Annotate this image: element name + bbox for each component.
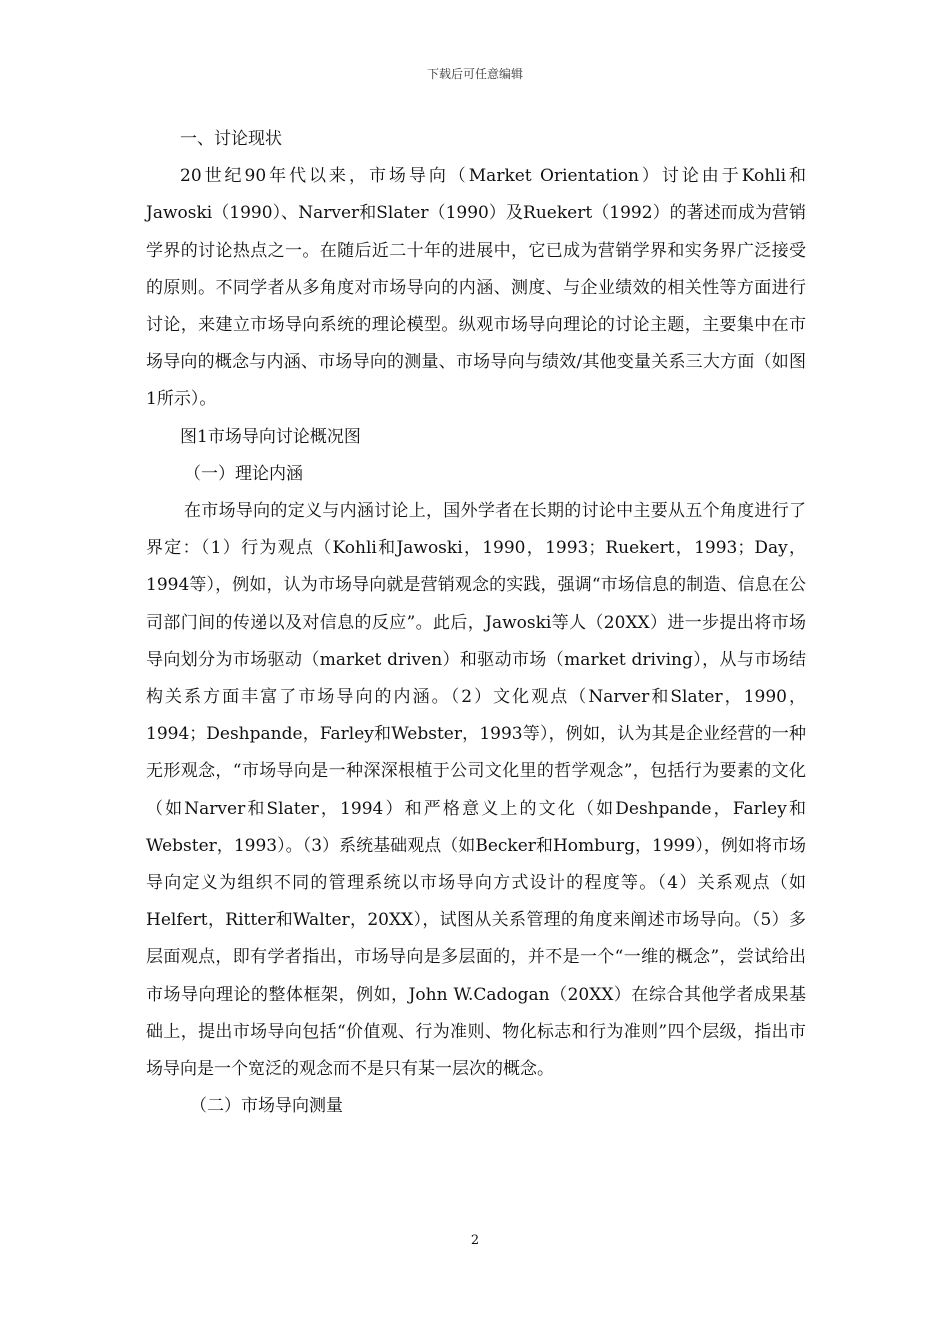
subheading-measurement: （二）市场导向测量	[190, 1096, 343, 1117]
figure-caption: 图1市场导向讨论概况图	[180, 426, 361, 447]
paragraph-intro: 20世纪90年代以来，市场导向（Market Orientation）讨论由于Kohli和Jawoski（1990）、Narver和Slater（1990）及Ruekert（1992）的著述而成为营销学界的讨论热点之一。在随后近二十年的进展中，它已成为营销学界和实务界广泛接受的原则。不同学者从多角度对市场导向的内涵、测度、与企业绩效的相关性等方面进行讨论，来建立市场导向系统的理论模型。纵观市场导向理论的讨论主题，主要集中在市场导向的概念与内涵、市场导向的测量、市场导向与绩效/其他变量关系三大方面（如图1所示）。	[146, 166, 806, 410]
section-heading: 一、讨论现状	[180, 129, 282, 149]
paragraph-theory: 在市场导向的定义与内涵讨论上，国外学者在长期的讨论中主要从五个角度进行了界定：（1）行为观点（Kohli和Jawoski，1990，1993；Ruekert，1993；Day，1994等），例如，认为市场导向就是营销观念的实践，强调“市场信息的制造、信息在公司部门间的传递以及对信息的反应”。此后，Jawoski等人（20XX）进一步提出将市场导向划分为市场驱动（market driven）和驱动市场（market driving），从与市场结构关系方面丰富了市场导向的内涵。（2）文化观点（Narver和Slater，1990，1994；Deshpande，Farley和Webster，1993等），例如，认为其是企业经营的一种无形观念，“市场导向是一种深深根植于公司文化里的哲学观念”，包括行为要素的文化（如Narver和Slater，1994）和严格意义上的文化（如Deshpande，Farley和Webster，1993）。（3）系统基础观点（如Becker和Homburg，1999），例如将市场导向定义为组织不同的管理系统以市场导向方式设计的程度等。（4）关系观点（如Helfert，Ritter和Walter，20XX），试图从关系管理的角度来阐述市场导向。（5）多层面观点，即有学者指出，市场导向是多层面的，并不是一个“一维的概念”，尝试给出市场导向理论的整体框架，例如，John W.Cadogan（20XX）在综合其他学者成果基础上，提出市场导向包括“价值观、行为准则、物化标志和行为准则”四个层级，指出市场导向是一个宽泛的观念而不是只有某一层次的概念。	[146, 501, 806, 1080]
page-header-note: 下载后可任意编辑	[426, 67, 523, 81]
subheading-theory: （一）理论内涵	[184, 463, 303, 484]
document-body	[146, 121, 806, 1125]
page-number: 2	[470, 1233, 480, 1248]
